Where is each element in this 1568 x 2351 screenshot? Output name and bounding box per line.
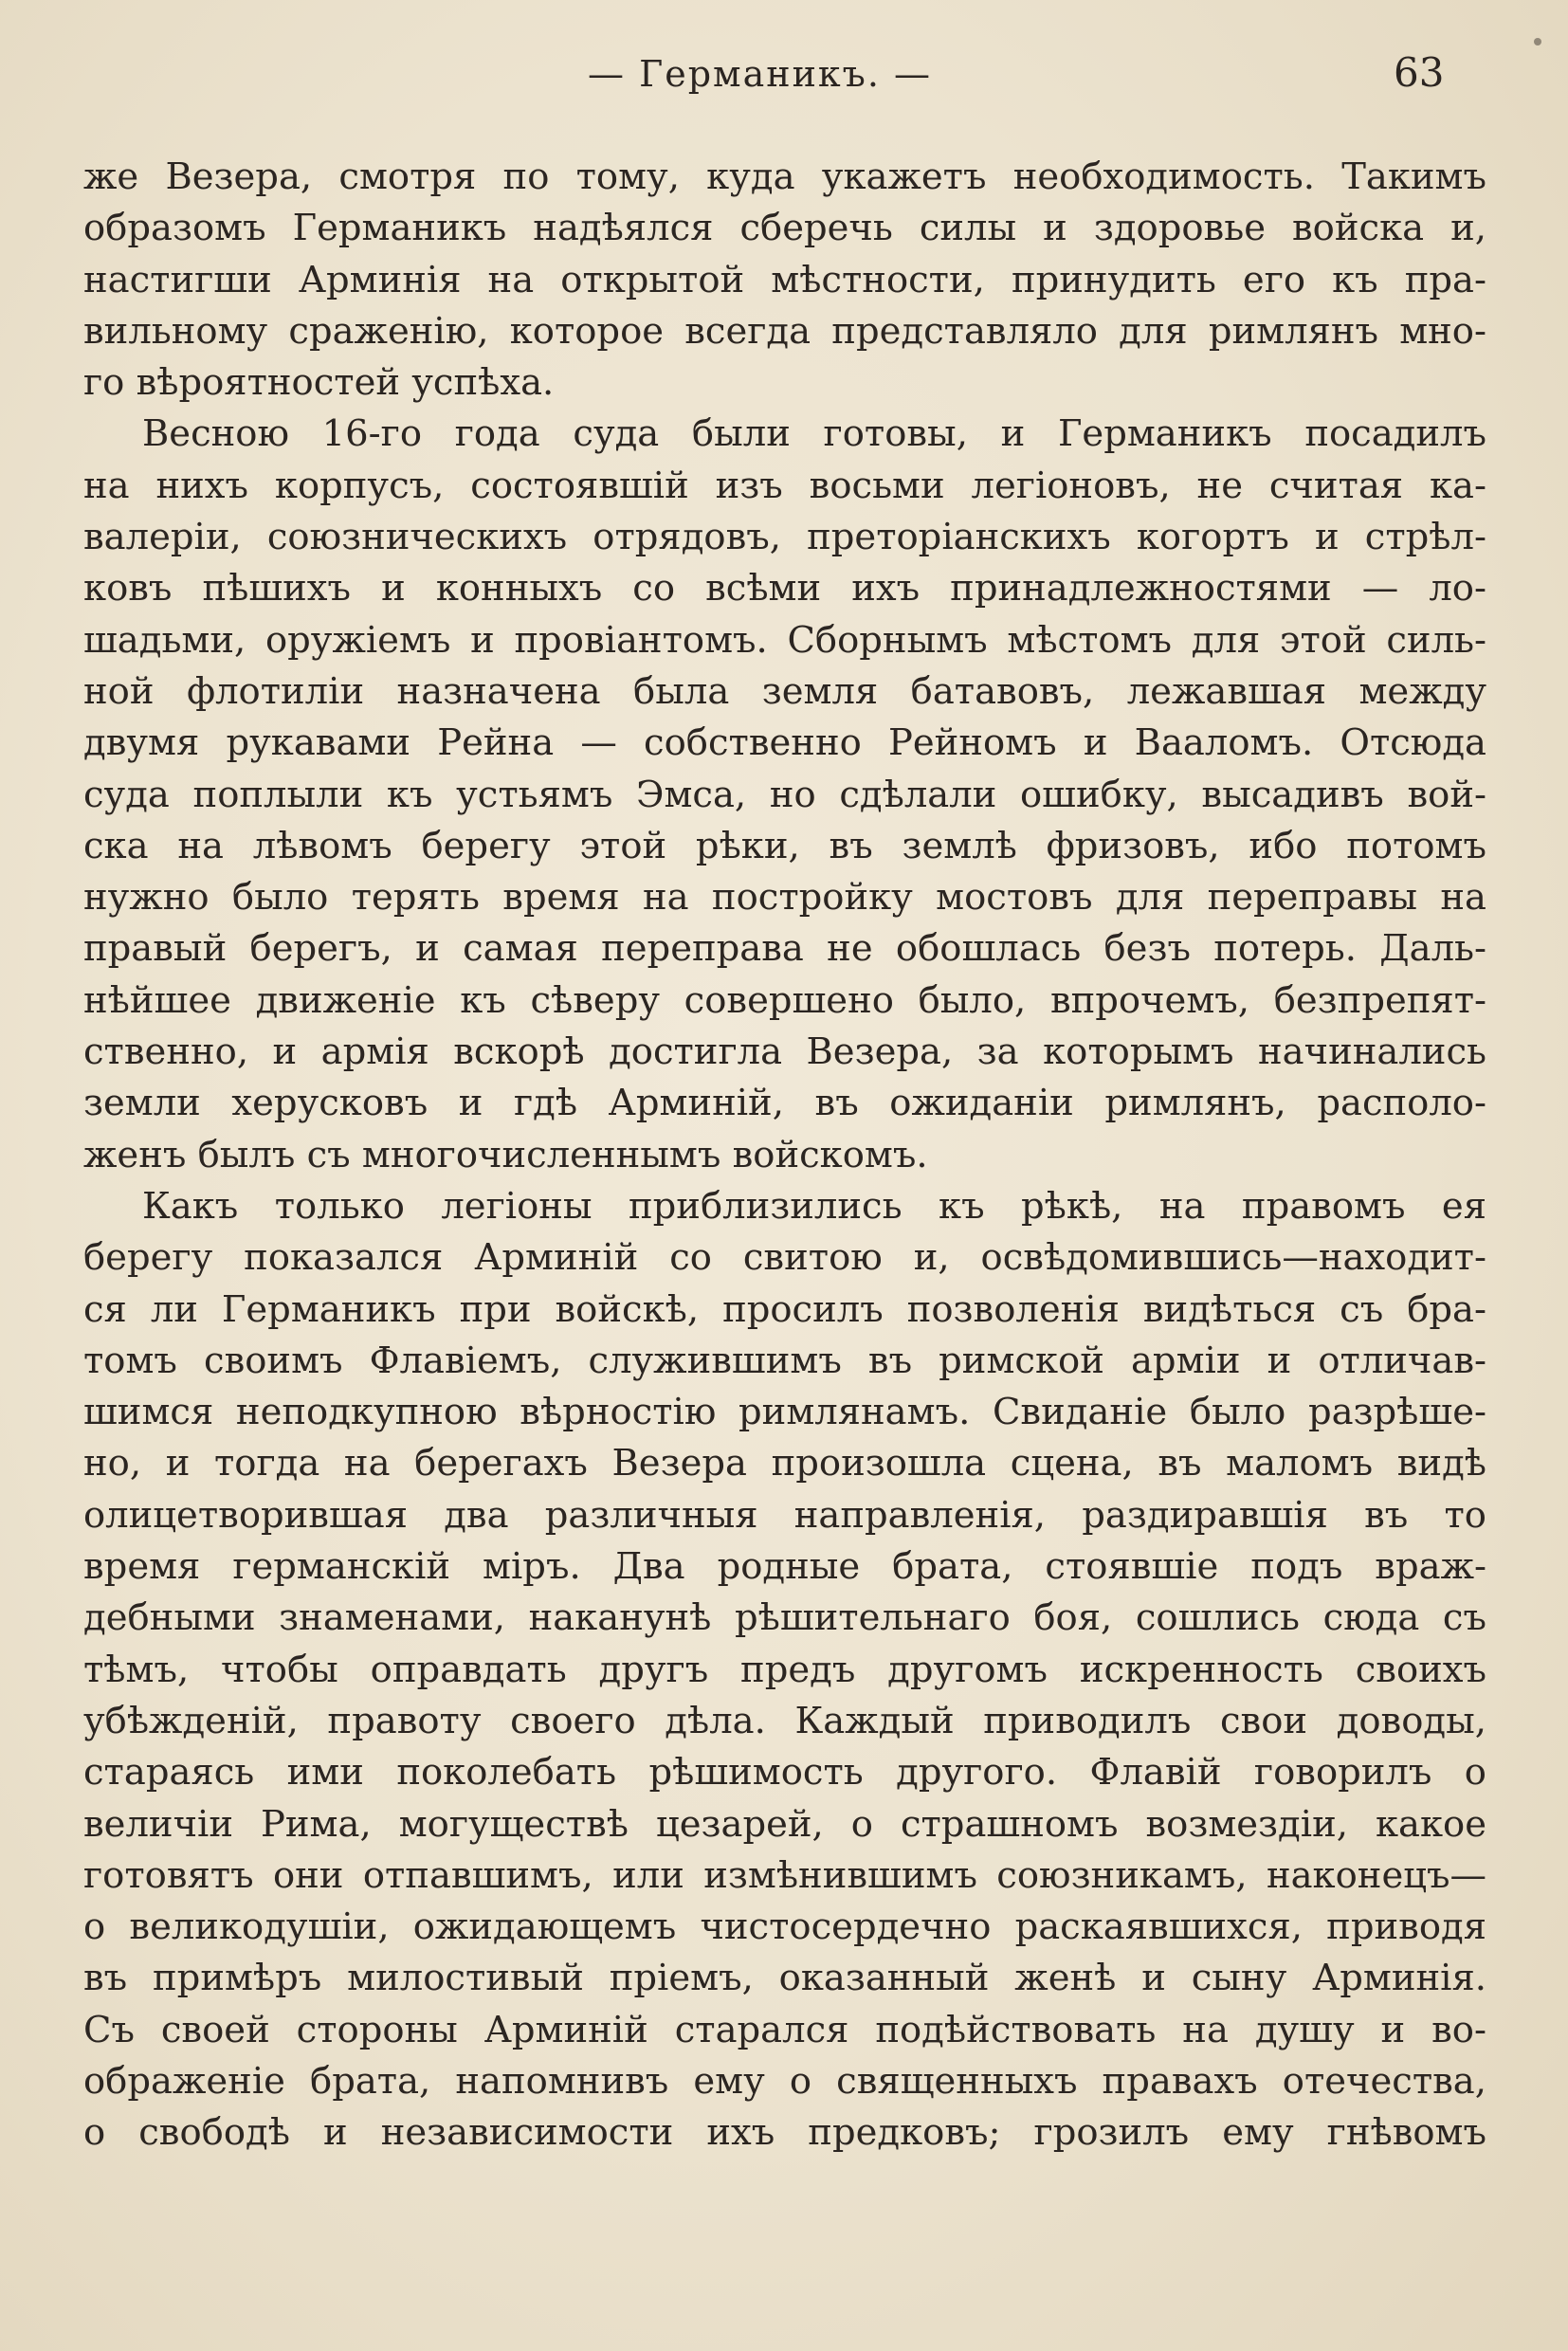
text-line: валеріи, союзническихъ отрядовъ, преторіанскихъ когортъ и стрѣл- [83, 516, 1486, 559]
text-line: дебными знаменами, наканунѣ рѣшительнаго боя, сошлись сюда съ [83, 1596, 1486, 1640]
text-line: тѣмъ, чтобы оправдать другъ предъ другомъ искренность своихъ [83, 1648, 1486, 1691]
text-line: ображеніе брата, напомнивъ ему о священныхъ правахъ отечества, [83, 2059, 1486, 2103]
text-line: образомъ Германикъ надѣялся сберечь силы и здоровье войска и, [83, 207, 1486, 250]
text-line: же Везера, смотря по тому, куда укажетъ необходимость. Такимъ [83, 155, 1486, 198]
text-line: го вѣроятностей успѣха. [83, 361, 555, 405]
text-line: ственно, и армія вскорѣ достигла Везера, за которымъ начинались [83, 1030, 1486, 1074]
text-line: вильному сраженію, которое всегда представляло для римлянъ мно- [83, 309, 1486, 353]
text-line: олицетворившая два различныя направленія, раздиравшія въ то [83, 1493, 1486, 1537]
page-header [0, 47, 1568, 114]
text-line: двумя рукавами Рейна — собственно Рейномъ и Вааломъ. Отсюда [83, 721, 1486, 765]
text-line: берегу показался Арминій со свитою и, освѣдомившись—находит- [83, 1236, 1486, 1280]
text-line: ся ли Германикъ при войскѣ, просилъ позволенія видѣться съ бра- [83, 1287, 1486, 1331]
text-line: суда поплыли къ устьямъ Эмса, но сдѣлали ошибку, высадивъ вой- [83, 773, 1486, 816]
text-line: Какъ только легіоны приблизились къ рѣкѣ, на правомъ ея [142, 1184, 1486, 1228]
text-line: ной флотиліи назначена была земля батавовъ, лежавшая между [83, 669, 1486, 713]
text-line: правый берегъ, и самая переправа не обошлась безъ потерь. Даль- [83, 927, 1486, 971]
text-line: въ примѣръ милостивый пріемъ, оказанный женѣ и сыну Арминія. [83, 1957, 1486, 2000]
text-line: убѣжденій, правоту своего дѣла. Каждый приводилъ свои доводы, [83, 1699, 1486, 1742]
text-line: готовятъ они отпавшимъ, или измѣнившимъ союзникамъ, наконецъ— [83, 1853, 1486, 1897]
text-line: Съ своей стороны Арминій старался подѣйствовать на душу и во- [83, 2008, 1486, 2051]
text-line: женъ былъ съ многочисленнымъ войскомъ. [83, 1133, 928, 1176]
text-line: ска на лѣвомъ берегу этой рѣки, въ землѣ фризовъ, ибо потомъ [83, 824, 1486, 867]
text-line: земли херусковъ и гдѣ Арминій, въ ожиданіи римлянъ, располо- [83, 1082, 1486, 1125]
text-line: томъ своимъ Флавіемъ, служившимъ въ римской арміи и отличав- [83, 1339, 1486, 1382]
text-line: шадьми, оружіемъ и провіантомъ. Сборнымъ мѣстомъ для этой силь- [83, 618, 1486, 662]
text-line: на нихъ корпусъ, состоявшій изъ восьми легіоновъ, не считая ка- [83, 464, 1486, 507]
text-line: шимся неподкупною вѣрностію римлянамъ. Свиданіе было разрѣше- [83, 1391, 1486, 1434]
text-line: о великодушіи, ожидающемъ чистосердечно раскаявшихся, приводя [83, 1905, 1486, 1949]
running-head: — Германикъ. — [588, 53, 933, 95]
text-line: величіи Рима, могуществѣ цезарей, о страшномъ возмездіи, какое [83, 1802, 1486, 1846]
text-line: ковъ пѣшихъ и конныхъ со всѣми ихъ принадлежностями — ло- [83, 567, 1486, 611]
text-line: Весною 16-го года суда были готовы, и Германикъ посадилъ [142, 412, 1486, 456]
text-line: о свободѣ и независимости ихъ предковъ; грозилъ ему гнѣвомъ [83, 2111, 1486, 2155]
text-line: но, и тогда на берегахъ Везера произошла сцена, въ маломъ видѣ [83, 1442, 1486, 1485]
text-line: настигши Арминія на открытой мѣстности, принудить его къ пра- [83, 258, 1486, 301]
text-line: нужно было терять время на постройку мостовъ для переправы на [83, 876, 1486, 920]
body-text [83, 152, 1486, 2160]
text-line: стараясь ими поколебать рѣшимость другого. Флавій говорилъ о [83, 1751, 1486, 1795]
paper-speck [1534, 38, 1541, 46]
text-line: нѣйшее движеніе къ сѣверу совершено было, впрочемъ, безпрепят- [83, 978, 1486, 1022]
page-number: 63 [1394, 49, 1445, 96]
text-line: время германскій міръ. Два родные брата, стоявшіе подъ враж- [83, 1545, 1486, 1589]
